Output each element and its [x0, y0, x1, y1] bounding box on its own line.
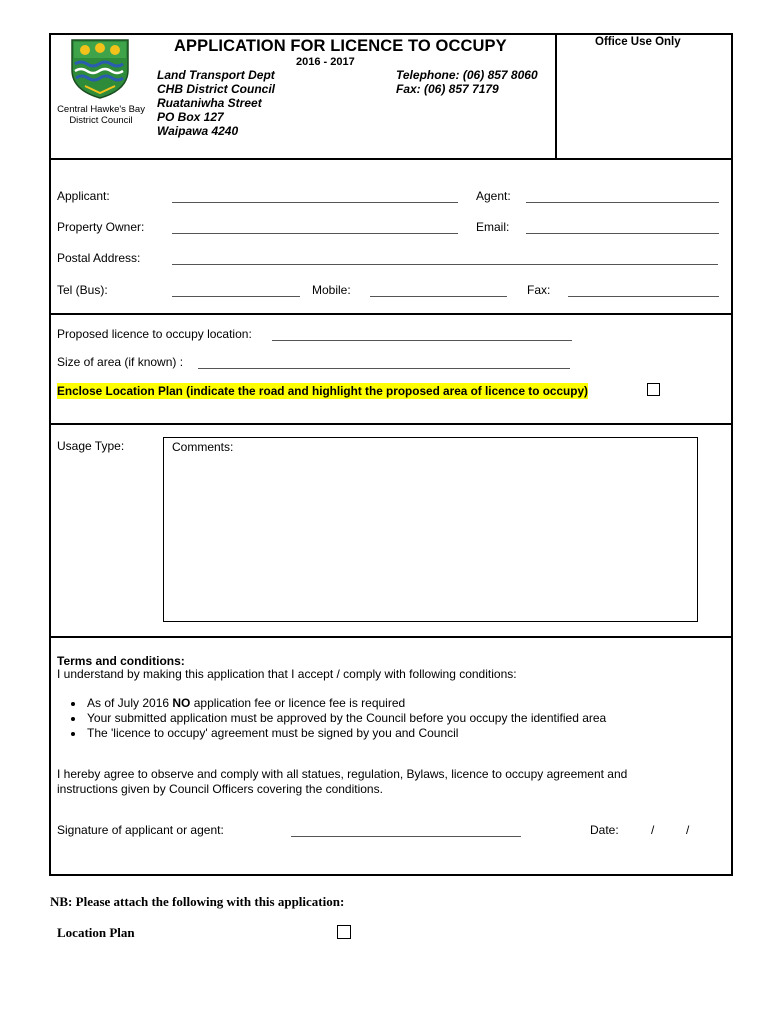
address-line-3: Ruataniwha Street: [157, 96, 262, 110]
form-year: 2016 - 2017: [296, 56, 355, 68]
address-line-2: CHB District Council: [157, 82, 276, 96]
date-separator-2: /: [686, 823, 690, 837]
agreement-statement: [57, 767, 627, 797]
agreement-line-1: I hereby agree to observe and comply with all statues, regulation, Bylaws, licence to occupy agreement and: [57, 767, 628, 781]
date-separator-1: /: [651, 823, 655, 837]
logo-caption-line1: Central Hawke's Bay: [57, 104, 145, 115]
email-field[interactable]: [526, 233, 719, 234]
size-of-area-field[interactable]: [198, 368, 570, 369]
council-crest-logo: [69, 36, 131, 100]
terms-intro: I understand by making this application that I accept / comply with following conditions:: [57, 667, 517, 681]
terms-heading: Terms and conditions:: [57, 654, 185, 668]
office-use-divider: [555, 35, 557, 160]
contact-divider: [51, 313, 731, 315]
terms-item-fee: • As of July 2016 NO application fee or licence fee is required: [85, 696, 606, 711]
applicant-field[interactable]: [172, 202, 458, 203]
fax-field[interactable]: [568, 296, 719, 297]
logo-caption: [56, 104, 146, 126]
form-title: APPLICATION FOR LICENCE TO OCCUPY: [174, 37, 507, 55]
mobile-field[interactable]: [370, 296, 507, 297]
agreement-line-2: instructions given by Council Officers covering the conditions.: [57, 782, 383, 796]
size-of-area-label: Size of area (if known) :: [57, 355, 184, 369]
logo-caption-line2: District Council: [69, 115, 133, 126]
office-use-label: Office Use Only: [595, 36, 681, 48]
usage-type-label: Usage Type:: [57, 439, 125, 453]
location-plan-label: Location Plan: [57, 925, 135, 940]
agent-field[interactable]: [526, 202, 719, 203]
council-address: [157, 68, 275, 138]
fax-label: Fax:: [527, 283, 551, 297]
mobile-label: Mobile:: [312, 283, 351, 297]
location-label: Proposed licence to occupy location:: [57, 327, 252, 341]
header-divider: [51, 158, 731, 160]
signature-label: Signature of applicant or agent:: [57, 823, 224, 837]
postal-address-label: Postal Address:: [57, 251, 141, 265]
email-label: Email:: [476, 220, 510, 234]
terms-item-approval: • Your submitted application must be approved by the Council before you occupy the identified area: [85, 711, 606, 726]
council-contact: [396, 68, 538, 96]
postal-address-field[interactable]: [172, 264, 718, 265]
location-plan-checkbox[interactable]: [337, 925, 351, 939]
tel-bus-label: Tel (Bus):: [57, 283, 108, 297]
agent-label: Agent:: [476, 189, 511, 203]
property-owner-field[interactable]: [172, 233, 458, 234]
attachments-note: NB: Please attach the following with this application:: [50, 894, 345, 909]
signature-field[interactable]: [291, 836, 521, 837]
location-field[interactable]: [272, 340, 572, 341]
comments-box[interactable]: [163, 437, 698, 622]
comments-label: Comments:: [172, 440, 234, 454]
usage-divider: [51, 636, 731, 638]
property-owner-label: Property Owner:: [57, 220, 145, 234]
address-line-1: Land Transport Dept: [157, 68, 275, 82]
address-line-4: PO Box 127: [157, 110, 224, 124]
address-line-5: Waipawa 4240: [157, 124, 239, 138]
date-label: Date:: [590, 823, 619, 837]
location-divider: [51, 423, 731, 425]
enclose-location-plan-note: Enclose Location Plan (indicate the road and highlight the proposed area of licence to occupy): [57, 384, 588, 398]
applicant-label: Applicant:: [57, 189, 110, 203]
telephone-number: Telephone: (06) 857 8060: [396, 68, 538, 82]
terms-list: [57, 696, 606, 741]
enclose-location-plan-checkbox[interactable]: [647, 383, 660, 396]
tel-bus-field[interactable]: [172, 296, 300, 297]
fax-number: Fax: (06) 857 7179: [396, 82, 499, 96]
terms-item-agreement: • The 'licence to occupy' agreement must be signed by you and Council: [85, 726, 606, 741]
